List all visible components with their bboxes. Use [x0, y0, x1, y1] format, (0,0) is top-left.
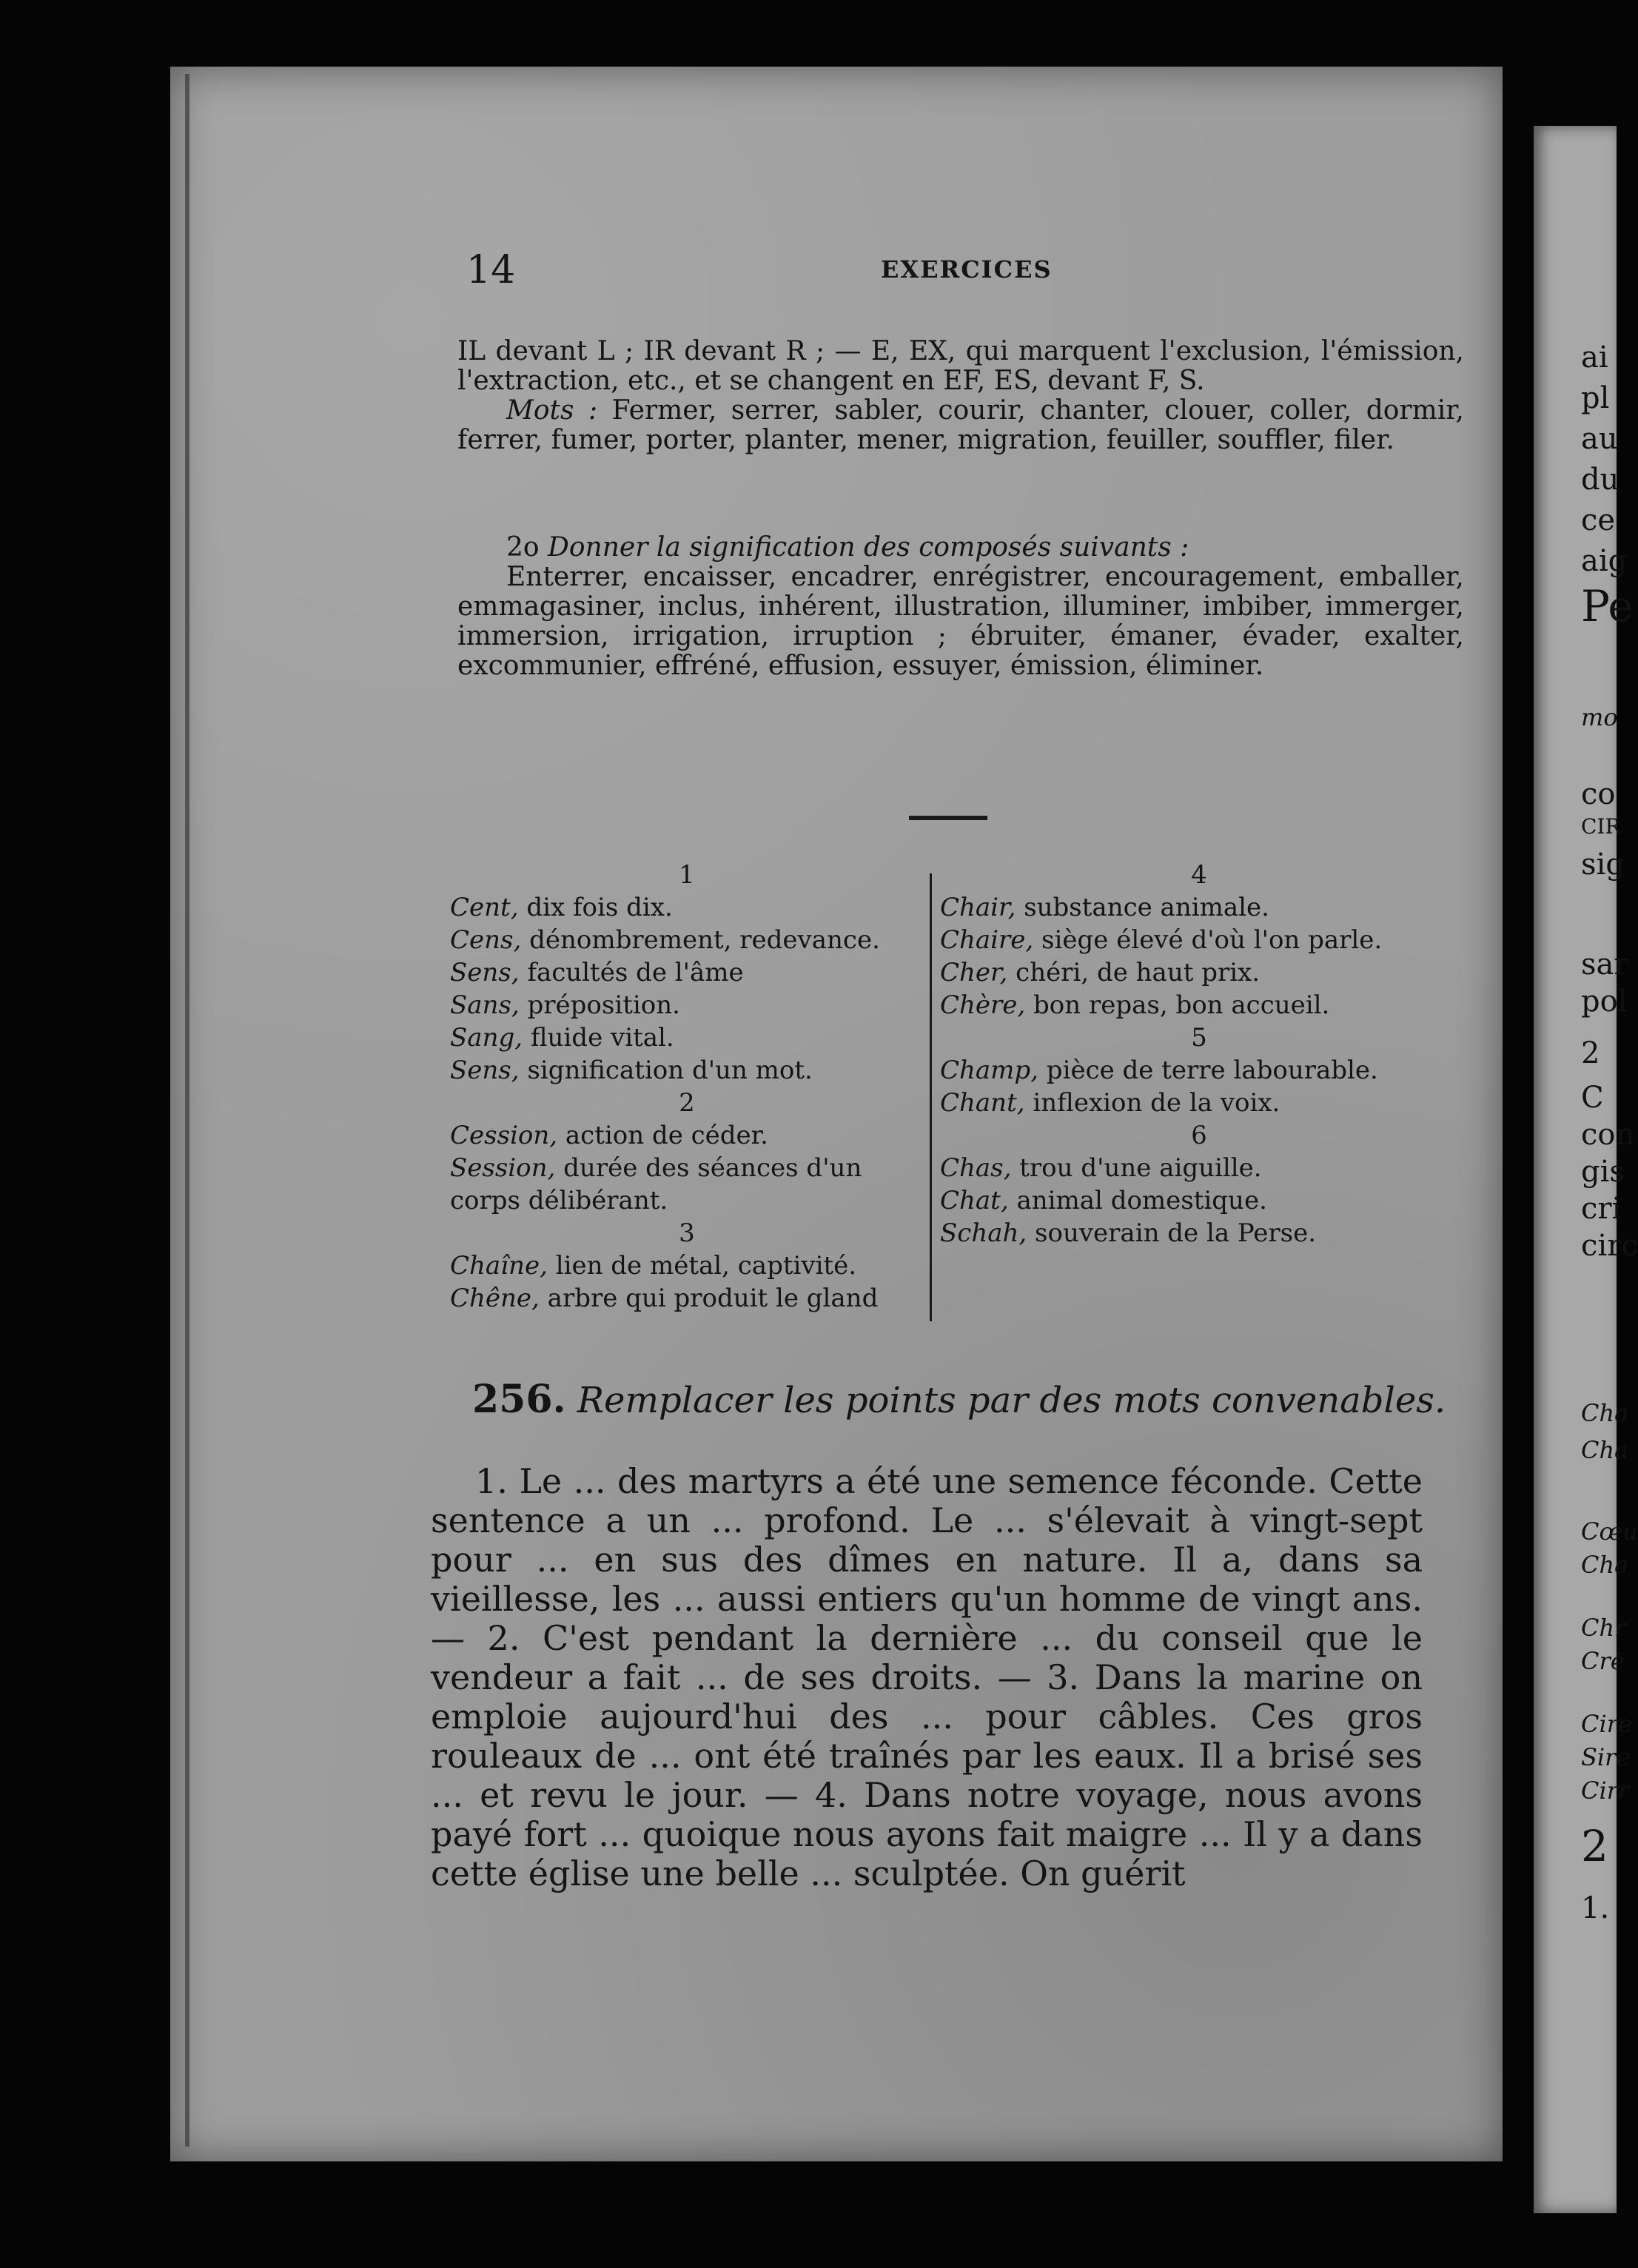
homonym-entry — [940, 1152, 1458, 1184]
facing-fragment: ce — [1581, 503, 1616, 537]
facing-page-edge — [1534, 126, 1638, 2213]
homonym-def: préposition. — [519, 990, 680, 1020]
mots-text: Fermer, serrer, sabler, courir, chanter, clouer, coller, dormir, ferrer, fumer, porter, planter, mener, migration, feuiller, souffler, filer. — [457, 395, 1464, 455]
facing-fragment: Cœu — [1581, 1517, 1638, 1546]
intro-rule — [457, 337, 1464, 455]
section-separator — [909, 816, 987, 820]
group-number: 1 — [679, 860, 695, 890]
facing-fragment: cri — [1581, 1192, 1622, 1226]
homonym-term: Chère, — [940, 990, 1026, 1020]
question-2-text: Donner la signification des composés suivants : — [539, 532, 1189, 563]
homonym-term: Cens, — [450, 925, 522, 955]
homonym-term: Sang, — [450, 1023, 523, 1053]
homonym-def: lien de métal, captivité. — [547, 1251, 857, 1281]
homonym-def: pièce de terre labourable. — [1038, 1056, 1378, 1085]
homonym-entry — [450, 1021, 924, 1054]
exercise-text: 1. Le ... des martyrs a été une semence féconde. Cette sentence a un ... profond. Le ... s'élevait à vingt-sept pour ... en sus des dîmes en nature. Il a, dans sa vieillesse, les ... aussi entiers qu'un homme de vingt ans. — 2. C'est pendant la dernière ... du conseil que le vendeur a fait ... de ses droits. — 3. Dans la marine on emploie aujourd'hui des ... pour câbles. Ces gros rouleaux de ... ont été traînés par les eaux. Il a brisé ses ... et revu le jour. — 4. Dans notre voyage, nous avons payé fort ... quoique nous ayons fait maigre ... Il y a dans cette église une belle ... sculptée. On guérit — [431, 1461, 1423, 1893]
homonym-def: facultés de l'âme — [519, 958, 744, 987]
homonym-entry — [450, 989, 924, 1021]
facing-fragment: CIR — [1581, 814, 1621, 839]
question-2-label: 2o — [506, 532, 540, 563]
group-number: 2 — [679, 1088, 695, 1118]
homonym-column-left — [450, 859, 924, 1315]
homonym-entry — [450, 924, 924, 956]
facing-fragment: Cha — [1581, 1399, 1629, 1427]
facing-fragment: Cha — [1581, 1436, 1629, 1464]
homonym-term: Schah, — [940, 1218, 1027, 1248]
homonym-def: inflexion de la voix. — [1024, 1088, 1280, 1118]
homonym-entry — [450, 1054, 924, 1087]
facing-fragment: mo — [1581, 703, 1618, 731]
facing-fragment: Cire — [1581, 1710, 1632, 1738]
exercise-body — [431, 1462, 1423, 1893]
homonym-entry — [940, 1184, 1458, 1217]
homonym-term: Sans, — [450, 990, 520, 1020]
homonym-term: Sens, — [450, 958, 520, 987]
homonym-term: Chat, — [940, 1186, 1009, 1215]
group-number: 5 — [1191, 1023, 1207, 1053]
homonym-entry — [940, 956, 1458, 989]
facing-fragment: pol — [1581, 984, 1628, 1019]
question-2 — [457, 533, 1464, 681]
homonym-def: siège élevé d'où l'on parle. — [1033, 925, 1383, 955]
homonym-entry — [450, 1282, 924, 1315]
facing-fragment: gis — [1581, 1155, 1625, 1189]
facing-fragment: Cha — [1581, 1551, 1629, 1579]
homonym-entry — [450, 1152, 924, 1217]
homonym-entry — [940, 989, 1458, 1021]
homonym-term: Session, — [450, 1153, 556, 1183]
facing-fragment: pl — [1581, 381, 1610, 415]
question-2-heading — [457, 533, 1464, 563]
mots-label: Mots : — [506, 395, 598, 426]
homonym-term: Sens, — [450, 1056, 520, 1085]
facing-fragment: sar — [1581, 947, 1628, 982]
homonym-def: dix fois dix. — [518, 893, 673, 922]
homonym-term: Chant, — [940, 1088, 1025, 1118]
facing-fragment: 2 — [1581, 1821, 1608, 1871]
facing-fragment: sig — [1581, 848, 1625, 882]
group-number: 3 — [679, 1218, 695, 1248]
facing-fragment: Chr — [1581, 1614, 1626, 1642]
facing-fragment: Cirr — [1581, 1777, 1630, 1805]
homonym-term: Chêne, — [450, 1284, 540, 1313]
homonym-def: bon repas, bon accueil. — [1025, 990, 1330, 1020]
homonym-term: Chaire, — [940, 925, 1034, 955]
facing-fragment: 1. — [1581, 1891, 1610, 1925]
homonym-entry — [940, 924, 1458, 956]
exercise-number: 256. — [472, 1377, 566, 1422]
homonym-entry — [450, 1119, 924, 1152]
homonym-term: Cession, — [450, 1121, 558, 1150]
facing-fragment: du — [1581, 463, 1619, 497]
facing-fragment: co — [1581, 777, 1616, 811]
homonym-column-right — [940, 859, 1458, 1249]
homonym-entry — [940, 1087, 1458, 1119]
homonym-def: chéri, de haut prix. — [1007, 958, 1261, 987]
page-number: 14 — [466, 248, 516, 292]
running-title: EXERCICES — [881, 255, 1053, 284]
homonym-table — [450, 859, 1458, 1340]
facing-fragment: ai — [1581, 340, 1608, 375]
homonym-entry — [450, 1249, 924, 1282]
group-number: 6 — [1191, 1121, 1207, 1150]
homonym-term: Chair, — [940, 893, 1016, 922]
homonym-term: Cher, — [940, 958, 1008, 987]
column-divider — [930, 873, 932, 1321]
homonym-def: fluide vital. — [523, 1023, 674, 1053]
facing-fragment: circ — [1581, 1229, 1638, 1263]
mots-paragraph — [457, 396, 1464, 455]
homonym-term: Champ, — [940, 1056, 1038, 1085]
homonym-entry — [940, 1054, 1458, 1087]
homonym-entry — [450, 891, 924, 924]
homonym-def: animal domestique. — [1008, 1186, 1267, 1215]
homonym-def: substance animale. — [1016, 893, 1269, 922]
homonym-term: Cent, — [450, 893, 519, 922]
facing-fragment: con — [1581, 1118, 1635, 1152]
page-header — [466, 248, 1458, 292]
homonym-def: durée des séances d'un corps délibérant. — [450, 1153, 862, 1215]
facing-fragment: C — [1581, 1081, 1604, 1115]
intro-paragraph: IL devant L ; IR devant R ; — E, EX, qui marquent l'exclusion, l'émission, l'extraction, etc., et se changent en EF, ES, devant F, S. — [457, 336, 1464, 396]
exercise-instruction: Remplacer les points par des mots convenables. — [565, 1380, 1446, 1421]
facing-fragment: Crè — [1581, 1647, 1625, 1675]
homonym-def: souverain de la Perse. — [1027, 1218, 1317, 1248]
facing-fragment: Sire — [1581, 1743, 1631, 1771]
homonym-def: dénombrement, redevance. — [521, 925, 880, 955]
exercise-heading — [472, 1377, 1464, 1422]
homonym-term: Chaîne, — [450, 1251, 548, 1281]
homonym-def: trou d'une aiguille. — [1011, 1153, 1262, 1183]
facing-fragment: au — [1581, 422, 1618, 456]
homonym-entry — [940, 891, 1458, 924]
word-list: Enterrer, encaisser, encadrer, enrégistrer, encouragement, emballer, emmagasiner, inclus, inhérent, illustration, illuminer, imbiber, immerger, immersion, irrigation, irruption ; ébruiter, émaner, évader, exalter, excommunier, effréné, effusion, essuyer, émission, éliminer. — [457, 562, 1464, 681]
group-number: 4 — [1191, 860, 1207, 890]
homonym-entry — [450, 956, 924, 989]
homonym-def: action de céder. — [557, 1121, 768, 1150]
homonym-def: signification d'un mot. — [519, 1056, 813, 1085]
homonym-term: Chas, — [940, 1153, 1012, 1183]
facing-fragment: 2 — [1581, 1036, 1600, 1070]
facing-fragment: aig — [1581, 544, 1628, 578]
homonym-entry — [940, 1217, 1458, 1249]
homonym-def: arbre qui produit le gland — [539, 1284, 879, 1313]
facing-fragment: Pe — [1581, 581, 1634, 631]
page-edge-shadow — [185, 74, 189, 2147]
